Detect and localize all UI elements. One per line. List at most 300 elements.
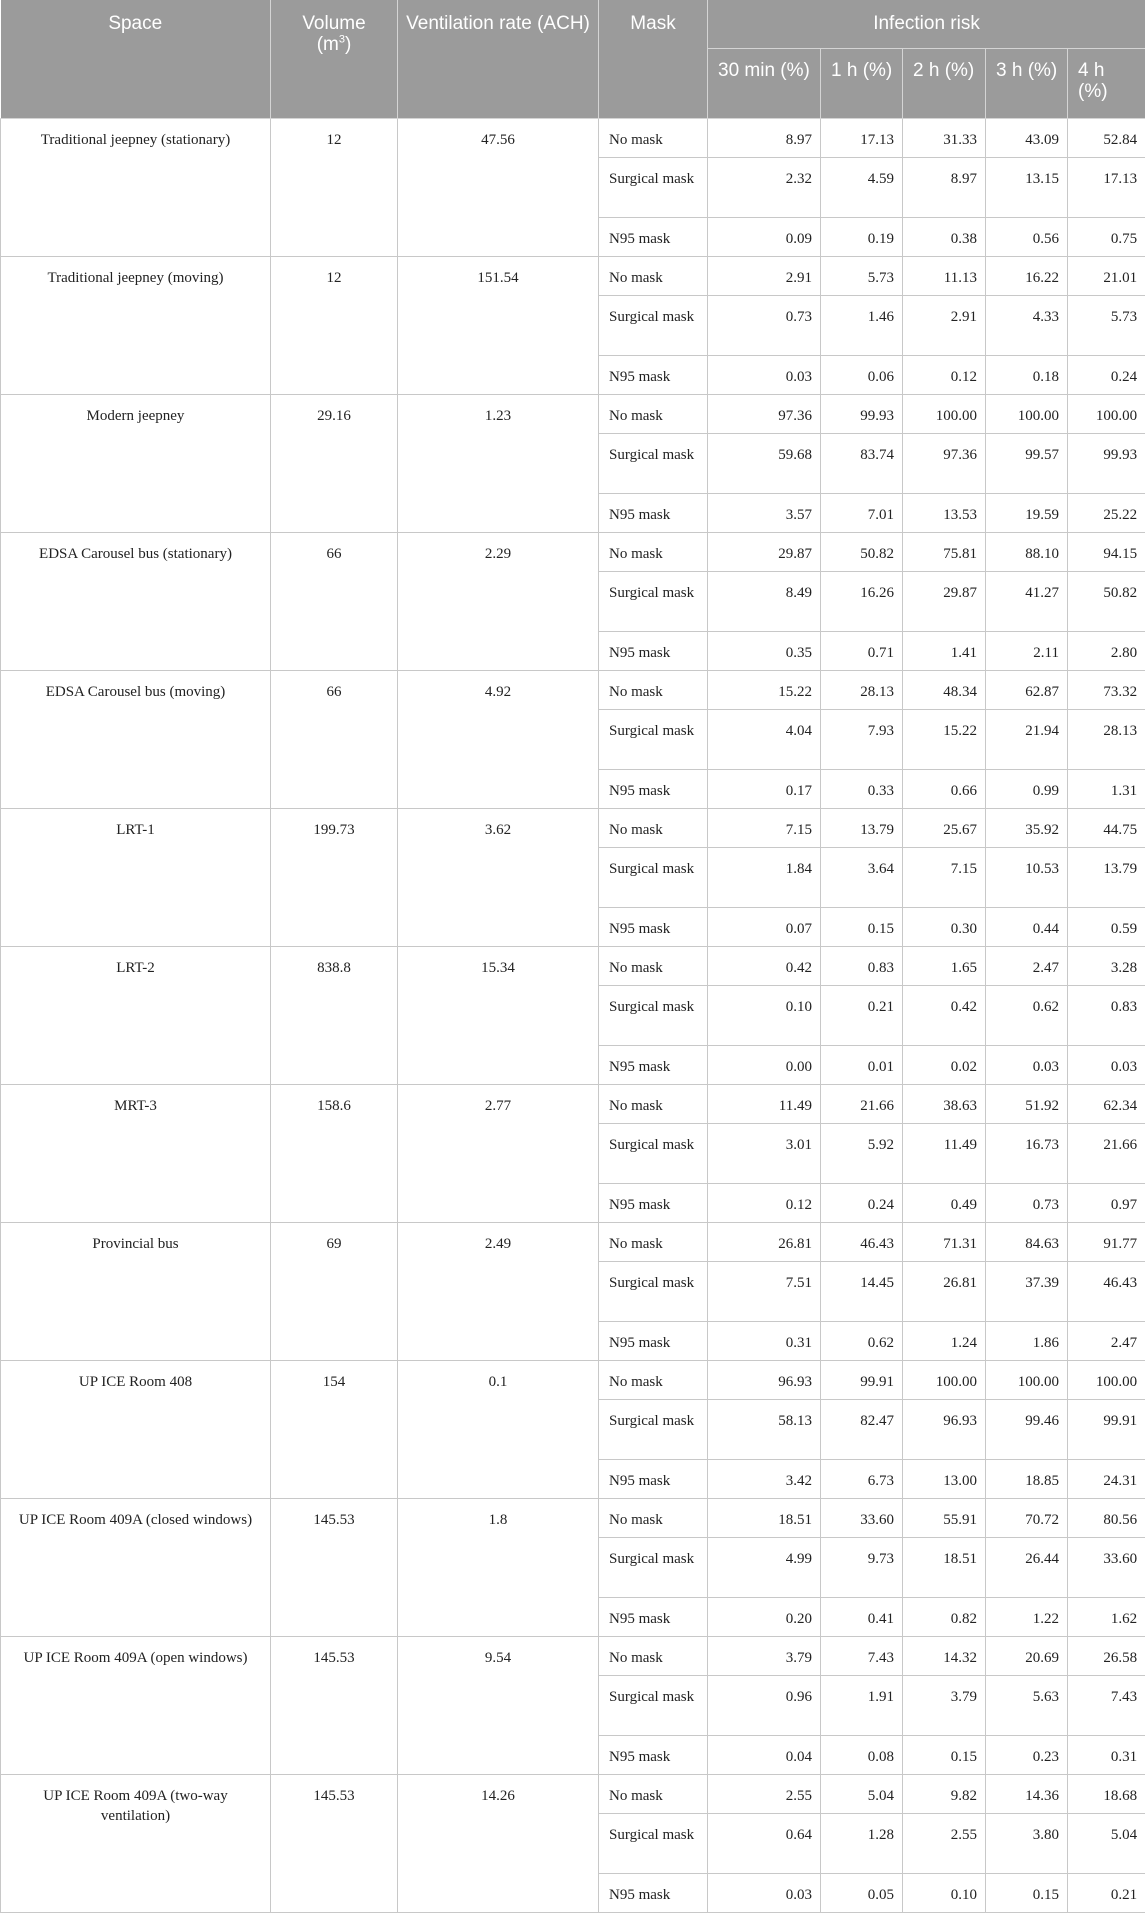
risk-value-cell: 0.42 — [708, 946, 821, 985]
risk-value-cell: 0.31 — [1068, 1735, 1145, 1774]
risk-value-cell: 1.84 — [708, 847, 821, 907]
risk-value-cell: 14.36 — [986, 1774, 1068, 1813]
table-row — [1, 808, 1145, 847]
ventilation-cell: 1.23 — [398, 394, 599, 532]
risk-value-cell: 4.04 — [708, 709, 821, 769]
risk-value-cell: 9.82 — [903, 1774, 986, 1813]
volume-cell: 29.16 — [271, 394, 398, 532]
mask-cell: N95 mask — [599, 1321, 708, 1360]
space-cell: UP ICE Room 409A (open windows) — [1, 1636, 271, 1774]
risk-value-cell: 21.01 — [1068, 256, 1145, 295]
risk-value-cell: 52.84 — [1068, 118, 1145, 157]
ventilation-cell: 2.49 — [398, 1222, 599, 1360]
table-row — [1, 946, 1145, 985]
risk-value-cell: 33.60 — [821, 1498, 903, 1537]
risk-value-cell: 1.91 — [821, 1675, 903, 1735]
risk-value-cell: 73.32 — [1068, 670, 1145, 709]
header-ventilation: Ventilation rate (ACH) — [398, 0, 599, 118]
risk-value-cell: 0.75 — [1068, 217, 1145, 256]
volume-cell: 12 — [271, 256, 398, 394]
volume-cell: 838.8 — [271, 946, 398, 1084]
table-row — [1, 1636, 1145, 1675]
mask-cell: N95 mask — [599, 907, 708, 946]
risk-value-cell: 48.34 — [903, 670, 986, 709]
risk-value-cell: 5.04 — [821, 1774, 903, 1813]
risk-value-cell: 1.24 — [903, 1321, 986, 1360]
table-row — [1, 118, 1145, 157]
risk-value-cell: 0.05 — [821, 1873, 903, 1912]
risk-value-cell: 59.68 — [708, 433, 821, 493]
risk-value-cell: 0.82 — [903, 1597, 986, 1636]
risk-value-cell: 5.63 — [986, 1675, 1068, 1735]
risk-value-cell: 13.15 — [986, 157, 1068, 217]
header-mask: Mask — [599, 0, 708, 118]
risk-value-cell: 96.93 — [903, 1399, 986, 1459]
risk-value-cell: 0.03 — [1068, 1045, 1145, 1084]
risk-value-cell: 6.73 — [821, 1459, 903, 1498]
risk-value-cell: 8.97 — [903, 157, 986, 217]
risk-value-cell: 0.23 — [986, 1735, 1068, 1774]
risk-value-cell: 2.80 — [1068, 631, 1145, 670]
risk-value-cell: 84.63 — [986, 1222, 1068, 1261]
mask-cell: Surgical mask — [599, 157, 708, 217]
mask-cell: No mask — [599, 394, 708, 433]
mask-cell: N95 mask — [599, 1183, 708, 1222]
mask-cell: No mask — [599, 1498, 708, 1537]
risk-value-cell: 21.66 — [1068, 1123, 1145, 1183]
risk-value-cell: 26.81 — [708, 1222, 821, 1261]
risk-value-cell: 0.96 — [708, 1675, 821, 1735]
mask-cell: Surgical mask — [599, 571, 708, 631]
risk-value-cell: 3.79 — [903, 1675, 986, 1735]
risk-value-cell: 2.91 — [903, 295, 986, 355]
risk-value-cell: 0.42 — [903, 985, 986, 1045]
risk-value-cell: 3.01 — [708, 1123, 821, 1183]
risk-value-cell: 51.92 — [986, 1084, 1068, 1123]
risk-value-cell: 0.66 — [903, 769, 986, 808]
risk-value-cell: 82.47 — [821, 1399, 903, 1459]
risk-value-cell: 0.06 — [821, 355, 903, 394]
risk-value-cell: 10.53 — [986, 847, 1068, 907]
space-cell: Traditional jeepney (moving) — [1, 256, 271, 394]
risk-value-cell: 96.93 — [708, 1360, 821, 1399]
mask-cell: No mask — [599, 1084, 708, 1123]
table-header — [1, 0, 1145, 118]
header-space: Space — [1, 0, 271, 118]
risk-value-cell: 75.81 — [903, 532, 986, 571]
header-2h: 2 h (%) — [903, 48, 986, 118]
header-volume-unit-sup: 3 — [339, 34, 345, 46]
volume-cell: 69 — [271, 1222, 398, 1360]
table-row — [1, 1222, 1145, 1261]
volume-cell: 145.53 — [271, 1636, 398, 1774]
mask-cell: N95 mask — [599, 1045, 708, 1084]
risk-value-cell: 16.73 — [986, 1123, 1068, 1183]
space-cell: Modern jeepney — [1, 394, 271, 532]
mask-cell: No mask — [599, 1360, 708, 1399]
risk-value-cell: 50.82 — [1068, 571, 1145, 631]
risk-value-cell: 4.99 — [708, 1537, 821, 1597]
risk-value-cell: 100.00 — [1068, 1360, 1145, 1399]
risk-value-cell: 1.31 — [1068, 769, 1145, 808]
risk-value-cell: 0.35 — [708, 631, 821, 670]
risk-value-cell: 55.91 — [903, 1498, 986, 1537]
risk-value-cell: 0.49 — [903, 1183, 986, 1222]
ventilation-cell: 2.77 — [398, 1084, 599, 1222]
risk-value-cell: 3.80 — [986, 1813, 1068, 1873]
risk-value-cell: 80.56 — [1068, 1498, 1145, 1537]
risk-value-cell: 44.75 — [1068, 808, 1145, 847]
risk-value-cell: 26.44 — [986, 1537, 1068, 1597]
risk-value-cell: 58.13 — [708, 1399, 821, 1459]
risk-value-cell: 0.30 — [903, 907, 986, 946]
risk-value-cell: 14.32 — [903, 1636, 986, 1675]
risk-value-cell: 0.21 — [1068, 1873, 1145, 1912]
risk-value-cell: 20.69 — [986, 1636, 1068, 1675]
mask-cell: N95 mask — [599, 1459, 708, 1498]
mask-cell: Surgical mask — [599, 1123, 708, 1183]
risk-value-cell: 2.55 — [708, 1774, 821, 1813]
ventilation-cell: 9.54 — [398, 1636, 599, 1774]
risk-value-cell: 62.87 — [986, 670, 1068, 709]
risk-value-cell: 7.15 — [903, 847, 986, 907]
ventilation-cell: 2.29 — [398, 532, 599, 670]
risk-value-cell: 5.04 — [1068, 1813, 1145, 1873]
mask-cell: No mask — [599, 1774, 708, 1813]
risk-value-cell: 2.32 — [708, 157, 821, 217]
risk-value-cell: 1.41 — [903, 631, 986, 670]
header-volume-label: Volume — [302, 13, 365, 34]
risk-value-cell: 0.00 — [708, 1045, 821, 1084]
risk-value-cell: 18.51 — [903, 1537, 986, 1597]
mask-cell: Surgical mask — [599, 709, 708, 769]
risk-value-cell: 99.91 — [1068, 1399, 1145, 1459]
mask-cell: No mask — [599, 946, 708, 985]
mask-cell: Surgical mask — [599, 295, 708, 355]
mask-cell: Surgical mask — [599, 1399, 708, 1459]
risk-value-cell: 43.09 — [986, 118, 1068, 157]
volume-cell: 66 — [271, 532, 398, 670]
risk-value-cell: 0.21 — [821, 985, 903, 1045]
risk-value-cell: 0.83 — [1068, 985, 1145, 1045]
risk-value-cell: 0.62 — [986, 985, 1068, 1045]
risk-value-cell: 1.22 — [986, 1597, 1068, 1636]
table-row — [1, 1084, 1145, 1123]
risk-value-cell: 0.15 — [986, 1873, 1068, 1912]
risk-value-cell: 0.01 — [821, 1045, 903, 1084]
ventilation-cell: 4.92 — [398, 670, 599, 808]
risk-value-cell: 0.56 — [986, 217, 1068, 256]
risk-value-cell: 0.97 — [1068, 1183, 1145, 1222]
risk-value-cell: 15.22 — [903, 709, 986, 769]
mask-cell: Surgical mask — [599, 847, 708, 907]
risk-value-cell: 1.86 — [986, 1321, 1068, 1360]
risk-value-cell: 24.31 — [1068, 1459, 1145, 1498]
table-row — [1, 1774, 1145, 1813]
risk-value-cell: 0.03 — [986, 1045, 1068, 1084]
risk-value-cell: 5.92 — [821, 1123, 903, 1183]
risk-value-cell: 5.73 — [821, 256, 903, 295]
risk-value-cell: 99.57 — [986, 433, 1068, 493]
risk-value-cell: 97.36 — [903, 433, 986, 493]
mask-cell: N95 mask — [599, 631, 708, 670]
risk-value-cell: 13.79 — [1068, 847, 1145, 907]
risk-value-cell: 7.15 — [708, 808, 821, 847]
mask-cell: N95 mask — [599, 1735, 708, 1774]
risk-value-cell: 0.99 — [986, 769, 1068, 808]
risk-value-cell: 0.71 — [821, 631, 903, 670]
risk-value-cell: 0.18 — [986, 355, 1068, 394]
risk-value-cell: 100.00 — [1068, 394, 1145, 433]
risk-value-cell: 25.22 — [1068, 493, 1145, 532]
risk-value-cell: 0.73 — [986, 1183, 1068, 1222]
space-cell: UP ICE Room 409A (closed windows) — [1, 1498, 271, 1636]
risk-value-cell: 91.77 — [1068, 1222, 1145, 1261]
risk-value-cell: 0.12 — [903, 355, 986, 394]
risk-value-cell: 3.79 — [708, 1636, 821, 1675]
risk-value-cell: 4.59 — [821, 157, 903, 217]
table-body — [1, 118, 1145, 1912]
risk-value-cell: 0.19 — [821, 217, 903, 256]
risk-value-cell: 70.72 — [986, 1498, 1068, 1537]
risk-value-cell: 100.00 — [986, 394, 1068, 433]
risk-value-cell: 2.47 — [986, 946, 1068, 985]
mask-cell: N95 mask — [599, 769, 708, 808]
risk-value-cell: 19.59 — [986, 493, 1068, 532]
space-cell: UP ICE Room 408 — [1, 1360, 271, 1498]
risk-value-cell: 2.91 — [708, 256, 821, 295]
mask-cell: N95 mask — [599, 1873, 708, 1912]
ventilation-cell: 151.54 — [398, 256, 599, 394]
risk-value-cell: 7.93 — [821, 709, 903, 769]
risk-value-cell: 3.42 — [708, 1459, 821, 1498]
mask-cell: No mask — [599, 670, 708, 709]
risk-value-cell: 0.31 — [708, 1321, 821, 1360]
risk-value-cell: 0.38 — [903, 217, 986, 256]
risk-value-cell: 46.43 — [1068, 1261, 1145, 1321]
risk-value-cell: 35.92 — [986, 808, 1068, 847]
risk-value-cell: 29.87 — [903, 571, 986, 631]
risk-value-cell: 8.97 — [708, 118, 821, 157]
risk-value-cell: 0.15 — [903, 1735, 986, 1774]
table-row — [1, 532, 1145, 571]
risk-value-cell: 0.10 — [903, 1873, 986, 1912]
risk-value-cell: 46.43 — [821, 1222, 903, 1261]
risk-value-cell: 1.62 — [1068, 1597, 1145, 1636]
risk-value-cell: 0.15 — [821, 907, 903, 946]
header-30min: 30 min (%) — [708, 48, 821, 118]
volume-cell: 154 — [271, 1360, 398, 1498]
mask-cell: Surgical mask — [599, 433, 708, 493]
risk-value-cell: 28.13 — [821, 670, 903, 709]
mask-cell: Surgical mask — [599, 1537, 708, 1597]
mask-cell: No mask — [599, 808, 708, 847]
header-infection-risk: Infection risk — [708, 0, 1145, 48]
volume-cell: 12 — [271, 118, 398, 256]
risk-value-cell: 3.28 — [1068, 946, 1145, 985]
risk-value-cell: 13.79 — [821, 808, 903, 847]
risk-value-cell: 18.51 — [708, 1498, 821, 1537]
risk-value-cell: 15.22 — [708, 670, 821, 709]
risk-value-cell: 3.57 — [708, 493, 821, 532]
risk-value-cell: 99.46 — [986, 1399, 1068, 1459]
risk-value-cell: 37.39 — [986, 1261, 1068, 1321]
table-row — [1, 1498, 1145, 1537]
risk-value-cell: 11.49 — [903, 1123, 986, 1183]
table-row — [1, 256, 1145, 295]
mask-cell: Surgical mask — [599, 1813, 708, 1873]
risk-value-cell: 11.13 — [903, 256, 986, 295]
space-cell: Provincial bus — [1, 1222, 271, 1360]
risk-value-cell: 17.13 — [1068, 157, 1145, 217]
risk-value-cell: 13.53 — [903, 493, 986, 532]
table-row — [1, 1360, 1145, 1399]
risk-value-cell: 41.27 — [986, 571, 1068, 631]
volume-cell: 145.53 — [271, 1774, 398, 1912]
risk-value-cell: 99.91 — [821, 1360, 903, 1399]
header-row-top — [1, 0, 1145, 48]
risk-value-cell: 99.93 — [1068, 433, 1145, 493]
risk-value-cell: 50.82 — [821, 532, 903, 571]
risk-value-cell: 16.26 — [821, 571, 903, 631]
risk-value-cell: 0.17 — [708, 769, 821, 808]
risk-value-cell: 3.64 — [821, 847, 903, 907]
risk-value-cell: 21.66 — [821, 1084, 903, 1123]
risk-value-cell: 83.74 — [821, 433, 903, 493]
risk-value-cell: 1.65 — [903, 946, 986, 985]
risk-value-cell: 4.33 — [986, 295, 1068, 355]
risk-value-cell: 29.87 — [708, 532, 821, 571]
risk-value-cell: 5.73 — [1068, 295, 1145, 355]
risk-value-cell: 0.62 — [821, 1321, 903, 1360]
risk-value-cell: 0.24 — [821, 1183, 903, 1222]
mask-cell: N95 mask — [599, 1597, 708, 1636]
risk-value-cell: 0.08 — [821, 1735, 903, 1774]
mask-cell: No mask — [599, 118, 708, 157]
space-cell: LRT-2 — [1, 946, 271, 1084]
ventilation-cell: 14.26 — [398, 1774, 599, 1912]
risk-value-cell: 14.45 — [821, 1261, 903, 1321]
risk-value-cell: 1.46 — [821, 295, 903, 355]
risk-value-cell: 99.93 — [821, 394, 903, 433]
risk-value-cell: 26.58 — [1068, 1636, 1145, 1675]
risk-value-cell: 26.81 — [903, 1261, 986, 1321]
risk-value-cell: 0.04 — [708, 1735, 821, 1774]
volume-cell: 66 — [271, 670, 398, 808]
risk-value-cell: 71.31 — [903, 1222, 986, 1261]
risk-value-cell: 0.59 — [1068, 907, 1145, 946]
risk-value-cell: 0.03 — [708, 355, 821, 394]
table-row — [1, 394, 1145, 433]
risk-value-cell: 11.49 — [708, 1084, 821, 1123]
header-4h: 4 h (%) — [1068, 48, 1145, 118]
space-cell: UP ICE Room 409A (two-way ventilation) — [1, 1774, 271, 1912]
header-volume-unit-end: ) — [345, 34, 351, 55]
risk-value-cell: 7.51 — [708, 1261, 821, 1321]
risk-value-cell: 21.94 — [986, 709, 1068, 769]
risk-value-cell: 7.01 — [821, 493, 903, 532]
risk-value-cell: 25.67 — [903, 808, 986, 847]
risk-value-cell: 2.47 — [1068, 1321, 1145, 1360]
risk-value-cell: 2.11 — [986, 631, 1068, 670]
risk-value-cell: 7.43 — [1068, 1675, 1145, 1735]
risk-value-cell: 0.33 — [821, 769, 903, 808]
risk-value-cell: 0.20 — [708, 1597, 821, 1636]
header-volume-unit: (m — [317, 34, 339, 55]
risk-value-cell: 38.63 — [903, 1084, 986, 1123]
header-3h: 3 h (%) — [986, 48, 1068, 118]
mask-cell: Surgical mask — [599, 1261, 708, 1321]
volume-cell: 158.6 — [271, 1084, 398, 1222]
risk-value-cell: 18.68 — [1068, 1774, 1145, 1813]
risk-value-cell: 13.00 — [903, 1459, 986, 1498]
risk-value-cell: 0.24 — [1068, 355, 1145, 394]
mask-cell: No mask — [599, 256, 708, 295]
mask-cell: N95 mask — [599, 217, 708, 256]
mask-cell: No mask — [599, 532, 708, 571]
ventilation-cell: 1.8 — [398, 1498, 599, 1636]
risk-value-cell: 0.83 — [821, 946, 903, 985]
risk-value-cell: 62.34 — [1068, 1084, 1145, 1123]
mask-cell: N95 mask — [599, 355, 708, 394]
risk-value-cell: 2.55 — [903, 1813, 986, 1873]
risk-value-cell: 0.07 — [708, 907, 821, 946]
risk-value-cell: 100.00 — [903, 1360, 986, 1399]
ventilation-cell: 47.56 — [398, 118, 599, 256]
ventilation-cell: 0.1 — [398, 1360, 599, 1498]
mask-cell: Surgical mask — [599, 1675, 708, 1735]
space-cell: LRT-1 — [1, 808, 271, 946]
risk-value-cell: 9.73 — [821, 1537, 903, 1597]
risk-value-cell: 88.10 — [986, 532, 1068, 571]
risk-value-cell: 0.09 — [708, 217, 821, 256]
volume-cell: 199.73 — [271, 808, 398, 946]
ventilation-cell: 3.62 — [398, 808, 599, 946]
space-cell: MRT-3 — [1, 1084, 271, 1222]
risk-value-cell: 0.03 — [708, 1873, 821, 1912]
risk-value-cell: 0.10 — [708, 985, 821, 1045]
header-volume — [271, 0, 398, 118]
risk-value-cell: 94.15 — [1068, 532, 1145, 571]
space-cell: EDSA Carousel bus (stationary) — [1, 532, 271, 670]
risk-value-cell: 100.00 — [986, 1360, 1068, 1399]
mask-cell: Surgical mask — [599, 985, 708, 1045]
risk-value-cell: 0.12 — [708, 1183, 821, 1222]
volume-cell: 145.53 — [271, 1498, 398, 1636]
risk-value-cell: 28.13 — [1068, 709, 1145, 769]
risk-value-cell: 0.02 — [903, 1045, 986, 1084]
table-row — [1, 670, 1145, 709]
risk-value-cell: 0.73 — [708, 295, 821, 355]
space-cell: EDSA Carousel bus (moving) — [1, 670, 271, 808]
space-cell: Traditional jeepney (stationary) — [1, 118, 271, 256]
risk-value-cell: 31.33 — [903, 118, 986, 157]
mask-cell: No mask — [599, 1636, 708, 1675]
risk-value-cell: 7.43 — [821, 1636, 903, 1675]
risk-value-cell: 0.41 — [821, 1597, 903, 1636]
risk-value-cell: 33.60 — [1068, 1537, 1145, 1597]
risk-value-cell: 16.22 — [986, 256, 1068, 295]
risk-value-cell: 1.28 — [821, 1813, 903, 1873]
mask-cell: N95 mask — [599, 493, 708, 532]
risk-value-cell: 17.13 — [821, 118, 903, 157]
mask-cell: No mask — [599, 1222, 708, 1261]
risk-value-cell: 18.85 — [986, 1459, 1068, 1498]
risk-value-cell: 100.00 — [903, 394, 986, 433]
risk-value-cell: 0.44 — [986, 907, 1068, 946]
risk-value-cell: 0.64 — [708, 1813, 821, 1873]
header-1h: 1 h (%) — [821, 48, 903, 118]
